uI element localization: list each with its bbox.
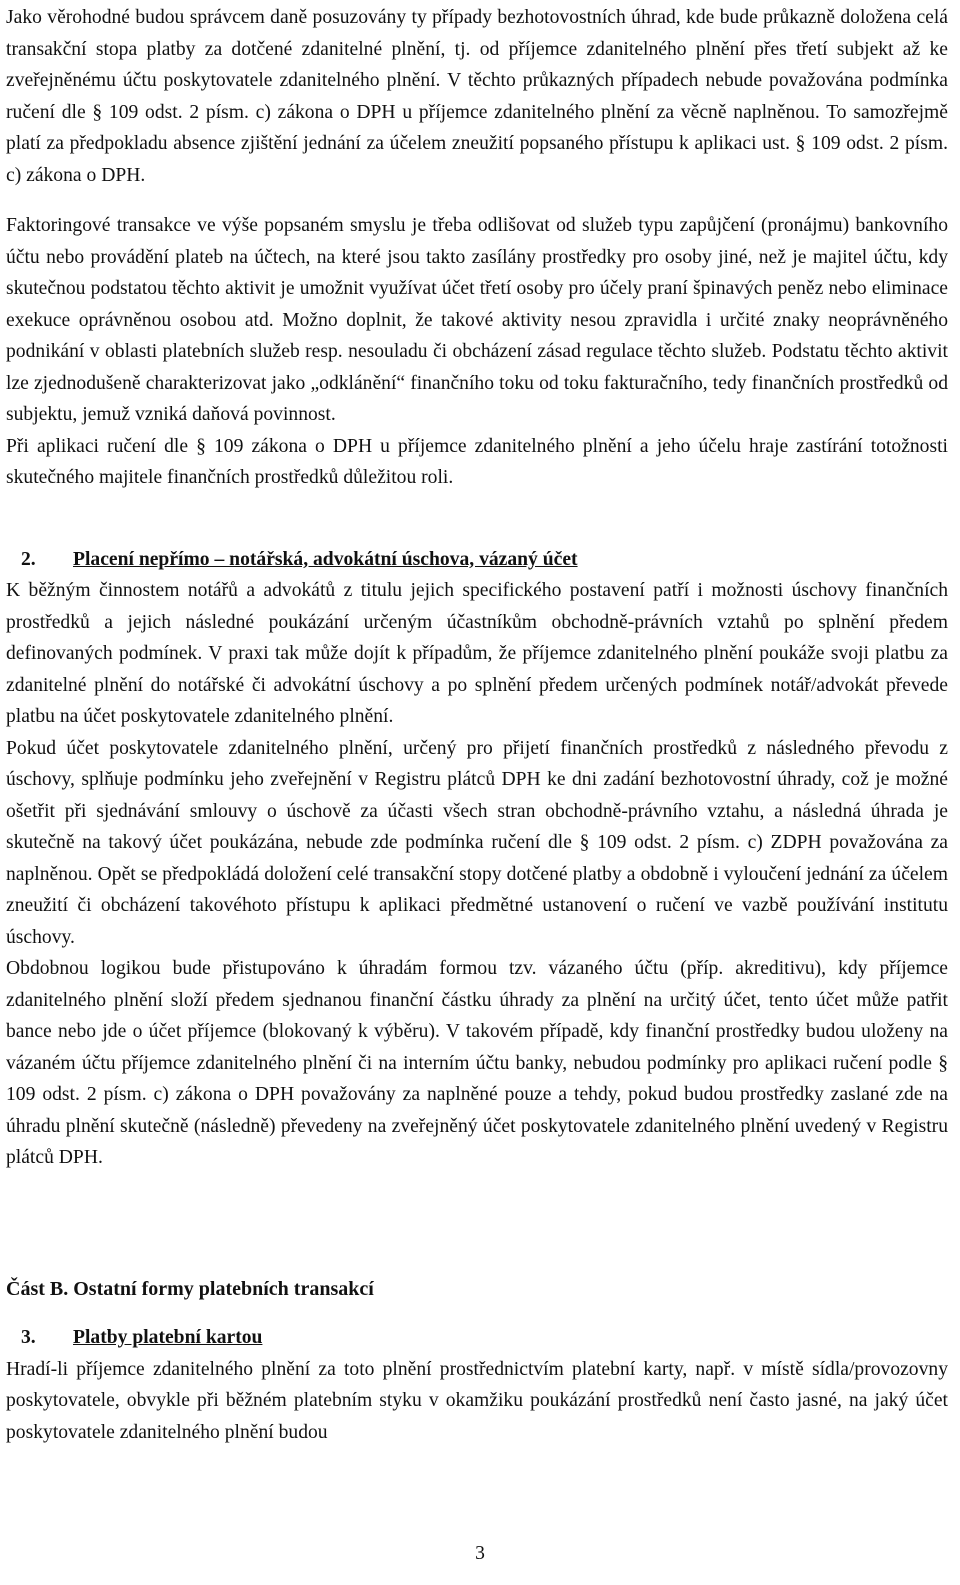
section-3-heading [6, 1322, 948, 1354]
part-b-heading: Část B. Ostatní formy platebních transakcí [6, 1277, 374, 1300]
paragraph-credible-payments: Jako věrohodné budou správcem daně posuzovány ty případy bezhotovostních úhrad, kde bude průkazně doložena celá transakční stopa platby za dotčené zdanitelné plnění, tj. od příjemce zdanitelného plnění přes třetí subjekt až ke zveřejněnému účtu poskytovatele zdanitelného plnění. V těchto průkazných případech nebude považována podmínka ručení dle § 109 odst. 2 písm. c) zákona o DPH u příjemce zdanitelného plnění za věcně naplněnou. To samozřejmě platí za předpokladu absence zjištění jednání za účelem zneužití popsaného přístupu k aplikaci ust. § 109 odst. 2 písm. c) zákona o DPH. [6, 7, 948, 186]
paragraph-escrow-account: Pokud účet poskytovatele zdanitelného plnění, určený pro přijetí finančních prostředků z následného převodu z úschovy, splňuje podmínku jeho zveřejnění v Registru plátců DPH ke dni zadání bezhotovostní úhrady, což je možné ošetřit při sjednávání smlouvy o úschově za účasti všech stran obchodně-právního vztahu, a následná úhrada je skutečně na takový účet poukázána, nebude zde podmínka ručení dle § 109 odst. 2 písm. c) ZDPH považována za naplněnou. Opět se předpokládá doložení celé transakční stopy dotčené platby a obdobně i vyloučení jednání za účelem zneužití či obcházení takovéhoto přístupu k aplikaci předmětné ustanovení o ručení ve vazbě používání institutu úschovy. [6, 737, 948, 948]
document-page [6, 2, 948, 1448]
paragraph-identity-concealment: Při aplikaci ručení dle § 109 zákona o DPH u příjemce zdanitelného plnění a jeho účelu hraje zastírání totožnosti skutečného majitele finančních prostředků důležitou roli. [6, 435, 948, 488]
section-2-heading [6, 544, 948, 576]
section-3-number: 3. [21, 1327, 36, 1348]
section-3-title: Platby platební kartou [73, 1327, 263, 1348]
paragraph-factoring: Faktoringové transakce ve výše popsaném smyslu je třeba odlišovat od služeb typu zapůjčení (pronájmu) bankovního účtu nebo provádění plateb na účtech, na které jsou takto zasílány prostředky pro osoby jiné, než je majitel účtu, kdy skutečnou podstatou těchto aktivit je umožnit využívat účet třetí osoby pro účely praní špinavých peněz nebo eliminace exekuce oprávněnou osobou atd. Možno doplnit, že takové aktivity nesou zpravidla i určité znaky neoprávněného podnikání v oblasti platebních služeb resp. nesouladu či obcházení zásad regulace těchto služeb. Podstatu těchto aktivit lze zjednodušeně charakterizovat jako „odklánění“ finančního toku od toku fakturačního, tedy finančních prostředků od subjektu, jemuž vzniká daňová povinnost. [6, 215, 948, 425]
section-2-number: 2. [21, 548, 36, 570]
section-2-title: Placení nepřímo – notářská, advokátní úschova, vázaný účet [73, 548, 578, 570]
page-number: 3 [475, 1543, 485, 1564]
paragraph-escrow: K běžným činnostem notářů a advokátů z titulu jejich specifického postavení patří i možnosti úschovy finančních prostředků a jejich následné poukázání určeným účastníkům obchodně-právních vztahů po splnění předem definovaných podmínek. V praxi tak může dojít k případům, že příjemce zdanitelného plnění poukáže svoji platbu za zdanitelné plnění do notářské či advokátní úschovy a po splnění předem určených podmínek notář/advokát převede platbu na účet poskytovatele zdanitelného plnění. [6, 580, 948, 727]
paragraph-bound-account: Obdobnou logikou bude přistupováno k úhradám formou tzv. vázaného účtu (příp. akreditivu), kdy příjemce zdanitelného plnění složí předem sjednanou finanční částku úhrady za plnění na určitý účet, tento účet může patřit bance nebo jde o účet příjemce (blokovaný k výběru). V takovém případě, kdy finanční prostředky budou uloženy na vázaném účtu příjemce zdanitelného plnění či na interním účtu banky, nebudou podmínky pro aplikaci ručení podle § 109 odst. 2 písm. c) zákona o DPH považovány za naplněné pouze a tehdy, pokud budou prostředky zaslané zde na úhradu plnění skutečně (následně) převedeny na zveřejněný účet poskytovatele zdanitelného plnění uvedený v Registru plátců DPH. [6, 958, 948, 1168]
paragraph-card-payments: Hradí-li příjemce zdanitelného plnění za toto plnění prostřednictvím platební karty, např. v místě sídla/provozovny poskytovatele, obvykle při běžném platebním styku v okamžiku poukázání prostředků není často jasné, na jaký účet poskytovatele zdanitelného plnění budou [6, 1358, 948, 1443]
